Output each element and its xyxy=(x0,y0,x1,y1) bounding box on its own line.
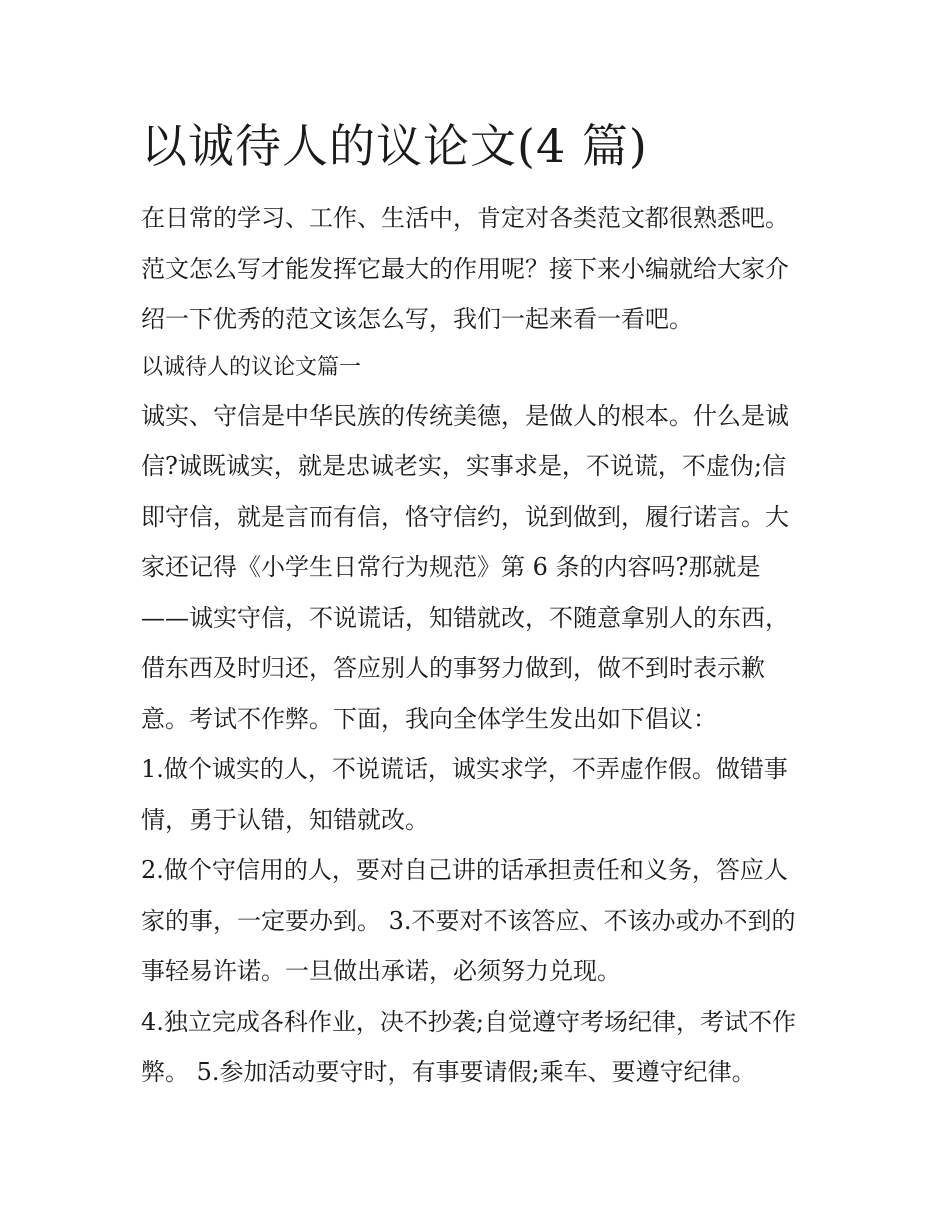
body-line: 2.做个守信用的人，要对自己讲的话承担责任和义务，答应人 xyxy=(141,856,788,884)
body-line: 家还记得《小学生日常行为规范》第 6 条的内容吗?那就是 xyxy=(141,553,761,581)
body-line: 情，勇于认错，知错就改。 xyxy=(141,805,429,834)
body-line: 事轻易许诺。一旦做出承诺，必须努力兑现。 xyxy=(141,957,621,985)
body-line: 意。考试不作弊。下面，我向全体学生发出如下倡议： xyxy=(141,704,717,733)
body-line: 4.独立完成各科作业，决不抄袭;自觉遵守考场纪律，考试不作 xyxy=(141,1007,796,1036)
body-text xyxy=(141,391,821,1098)
intro-line: 绍一下优秀的范文该怎么写，我们一起来看一看吧。 xyxy=(141,305,693,333)
section-heading: 以诚待人的议论文篇一 xyxy=(141,354,362,380)
body-line: 借东西及时归还，答应别人的事努力做到，做不到时表示歉 xyxy=(141,654,765,682)
intro-paragraph xyxy=(141,193,821,345)
intro-line: 范文怎么写才能发挥它最大的作用呢？接下来小编就给大家介 xyxy=(141,254,789,283)
document-page xyxy=(141,110,821,1098)
body-line: 诚实、守信是中华民族的传统美德，是做人的根本。什么是诚 xyxy=(141,401,789,430)
intro-line: 在日常的学习、工作、生活中，肯定对各类范文都很熟悉吧。 xyxy=(141,204,789,232)
body-line: 1.做个诚实的人，不说谎话，诚实求学，不弄虚作假。做错事 xyxy=(141,755,788,783)
body-line: 家的事，一定要办到。 3.不要对不该答应、不该办或办不到的 xyxy=(141,906,796,935)
document-title: 以诚待人的议论文(4 篇) xyxy=(141,119,648,173)
body-line: 即守信，就是言而有信，恪守信约，说到做到，履行诺言。大 xyxy=(141,502,789,531)
body-line: ——诚实守信，不说谎话，知错就改，不随意拿别人的东西， xyxy=(141,603,789,632)
body-line: 弊。 5.参加活动要守时，有事要请假;乘车、要遵守纪律。 xyxy=(141,1058,756,1086)
body-line: 信?诚既诚实，就是忠诚老实，实事求是，不说谎，不虚伪;信 xyxy=(141,452,786,480)
